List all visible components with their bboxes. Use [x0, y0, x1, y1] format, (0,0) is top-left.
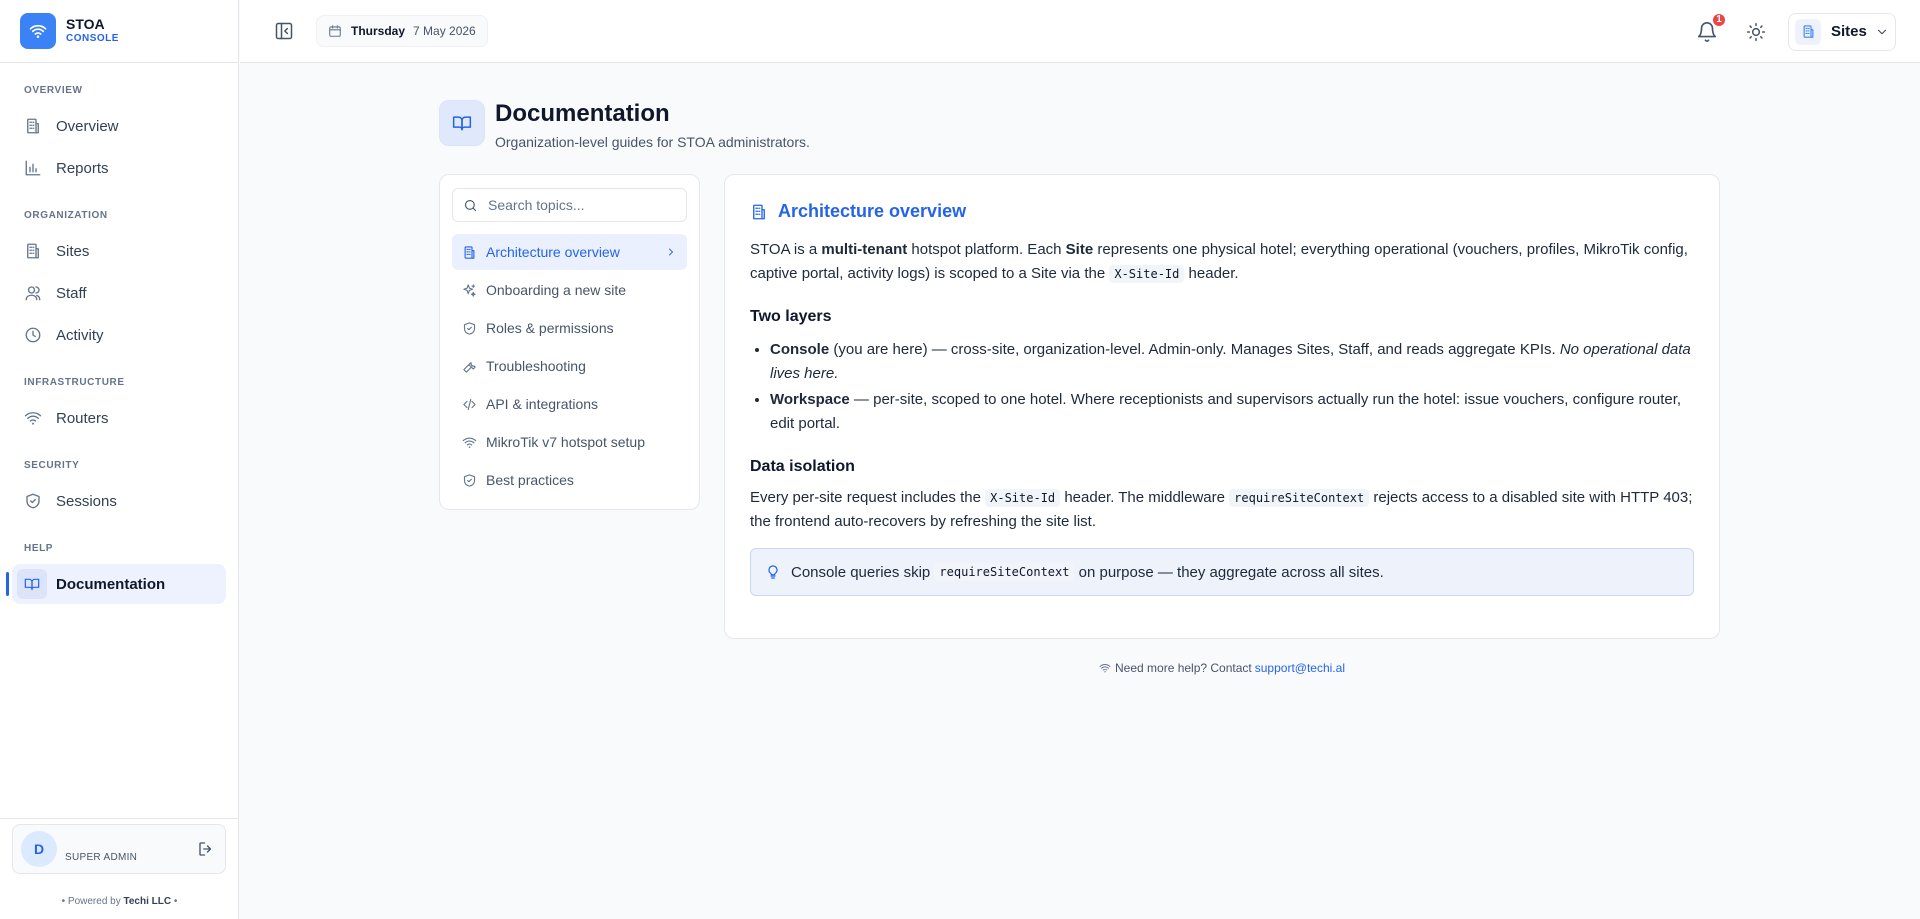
list-item	[770, 338, 1694, 386]
building-icon	[1795, 19, 1821, 45]
sidebar-item-sessions[interactable]	[0, 481, 226, 521]
text: on purpose — they aggregate across all sites.	[1078, 563, 1384, 581]
wifi-icon	[24, 409, 42, 427]
nav-section-security: SECURITY	[24, 460, 80, 471]
sidebar	[0, 0, 239, 919]
date-pill	[316, 15, 488, 47]
search-icon	[463, 198, 478, 213]
brand-logo-wifi-icon	[20, 13, 56, 49]
isolation-paragraph	[750, 486, 1694, 534]
nav-section-help: HELP	[24, 543, 54, 554]
sidebar-item-routers[interactable]	[0, 398, 226, 438]
building-icon	[24, 117, 42, 135]
topic-label: Best practices	[486, 472, 574, 488]
inline-code: requireSiteContext	[934, 563, 1074, 581]
topic-label: Roles & permissions	[486, 320, 614, 336]
bold-text: Site	[1065, 241, 1094, 258]
topic-mikrotik-setup[interactable]	[452, 424, 687, 460]
tip-callout	[750, 548, 1694, 596]
italic-text: No operational data lives here.	[770, 341, 1691, 382]
search-box[interactable]	[452, 188, 687, 222]
building-icon	[462, 245, 477, 260]
clock-icon	[24, 326, 42, 344]
sidebar-item-label: Sessions	[56, 492, 117, 510]
powered-by: • Powered by Techi LLC •	[61, 896, 178, 907]
date-value: 7 May 2026	[413, 24, 476, 38]
topic-label: API & integrations	[486, 396, 599, 412]
sidebar-item-activity[interactable]	[0, 315, 226, 355]
sidebar-item-overview[interactable]	[0, 106, 226, 146]
building-icon	[750, 203, 768, 221]
notification-badge: 1	[1711, 12, 1727, 28]
nav-section-organization: ORGANIZATION	[24, 210, 108, 221]
topic-label: Onboarding a new site	[486, 282, 627, 298]
sidebar-item-label: Staff	[56, 284, 87, 302]
sidebar-divider	[0, 818, 239, 819]
topic-architecture-overview[interactable]	[452, 234, 687, 270]
code-icon	[462, 397, 477, 412]
book-icon	[17, 569, 47, 599]
text: rejects access to a disabled site with HTTP 403; the frontend auto-recovers by refreshing the site list.	[750, 489, 1693, 530]
brand-name: STOA	[66, 16, 105, 32]
text: Console queries skip	[791, 563, 931, 581]
topic-roles-permissions[interactable]	[452, 310, 687, 346]
user-card[interactable]	[12, 824, 226, 874]
sidebar-item-reports[interactable]	[0, 148, 226, 188]
shield-icon	[24, 492, 42, 510]
powered-company: Techi LLC	[123, 896, 172, 907]
date-day: Thursday	[351, 24, 406, 38]
sidebar-item-label: Overview	[56, 117, 119, 135]
heading-two-layers: Two layers	[750, 308, 832, 325]
topic-onboarding[interactable]	[452, 272, 687, 308]
sidebar-item-label: Routers	[56, 409, 109, 427]
wifi-icon	[462, 435, 477, 450]
nav-section-infrastructure: INFRASTRUCTURE	[24, 377, 125, 388]
text: — per-site, scoped to one hotel. Where receptionists and supervisors actually run the hotel: issue vouchers, configure router, edit portal.	[770, 391, 1682, 432]
sparkles-icon	[462, 283, 477, 298]
notifications-button[interactable]	[1696, 14, 1722, 43]
sidebar-item-label: Reports	[56, 159, 109, 177]
calendar-icon	[328, 24, 342, 38]
building-icon	[24, 242, 42, 260]
article-panel	[724, 174, 1720, 639]
book-icon	[439, 100, 485, 146]
sun-icon[interactable]	[1746, 22, 1766, 42]
sidebar-item-label: Documentation	[56, 575, 166, 593]
text: header. The middleware	[1060, 489, 1230, 506]
brand-subtitle: CONSOLE	[66, 33, 119, 44]
text: hotspot platform. Each	[907, 241, 1066, 258]
list-item	[770, 388, 1694, 436]
help-footer	[724, 661, 1720, 675]
layers-list	[750, 338, 1694, 436]
site-switcher[interactable]	[1788, 13, 1896, 51]
chevron-down-icon	[1875, 25, 1889, 39]
topic-label: Troubleshooting	[486, 358, 586, 374]
avatar[interactable]: D	[21, 831, 57, 867]
bold-text: multi-tenant	[821, 241, 908, 258]
sidebar-item-staff[interactable]	[0, 273, 226, 313]
text: Every per-site request includes the	[750, 489, 986, 506]
inline-code: requireSiteContext	[1229, 489, 1369, 507]
users-icon	[24, 284, 42, 302]
bar-chart-icon	[24, 159, 42, 177]
topic-list	[452, 234, 687, 498]
sidebar-nav	[0, 63, 238, 604]
sidebar-item-documentation[interactable]	[12, 564, 226, 604]
text: represents one physical hotel; everything operational (vouchers, profiles, MikroTik config, captive portal, activity logs) is scoped to a Site via the	[750, 241, 1688, 282]
sidebar-toggle-icon[interactable]	[274, 21, 294, 41]
sidebar-item-label: Sites	[56, 242, 90, 260]
support-email-link[interactable]: support@techi.al	[1254, 661, 1345, 675]
topic-label: MikroTik v7 hotspot setup	[486, 434, 645, 450]
bold-text: Console	[770, 341, 830, 358]
heading-data-isolation: Data isolation	[750, 458, 855, 475]
lightbulb-icon	[765, 564, 781, 580]
chevron-right-icon	[665, 246, 677, 258]
help-text: Need more help? Contact	[1115, 661, 1252, 675]
nav-section-overview: OVERVIEW	[24, 85, 83, 96]
text: header.	[1184, 265, 1239, 282]
topics-panel	[439, 174, 700, 510]
topic-label: Architecture overview	[486, 244, 620, 260]
sidebar-item-sites[interactable]	[0, 231, 226, 271]
article-title	[750, 201, 1694, 222]
search-input[interactable]	[488, 197, 668, 213]
topic-troubleshooting[interactable]	[452, 348, 687, 384]
shield-icon	[462, 321, 477, 336]
article-title-text: Architecture overview	[778, 201, 967, 221]
sidebar-item-label: Activity	[56, 326, 104, 344]
user-role: SUPER ADMIN	[65, 851, 138, 863]
inline-code: X-Site-Id	[1109, 265, 1184, 283]
text: STOA is a	[750, 241, 822, 258]
topic-api-integrations[interactable]	[452, 386, 687, 422]
article-intro	[750, 238, 1694, 286]
inline-code: X-Site-Id	[985, 489, 1060, 507]
brand[interactable]	[0, 0, 238, 63]
logout-icon[interactable]	[197, 840, 215, 858]
page-title: Documentation	[495, 100, 670, 127]
bold-text: Workspace	[770, 391, 850, 408]
page-subtitle: Organization-level guides for STOA administrators.	[495, 134, 810, 150]
shield-check-icon	[462, 473, 477, 488]
page-header	[439, 100, 810, 150]
topic-best-practices[interactable]	[452, 462, 687, 498]
site-switcher-label: Sites	[1831, 23, 1867, 40]
topbar	[240, 0, 1920, 63]
wrench-icon	[462, 359, 477, 374]
wifi-icon	[1099, 662, 1111, 674]
powered-prefix: Powered by	[67, 896, 121, 907]
text: (you are here) — cross-site, organization-level. Admin-only. Manages Sites, Staff, and reads aggregate KPIs.	[829, 341, 1560, 358]
